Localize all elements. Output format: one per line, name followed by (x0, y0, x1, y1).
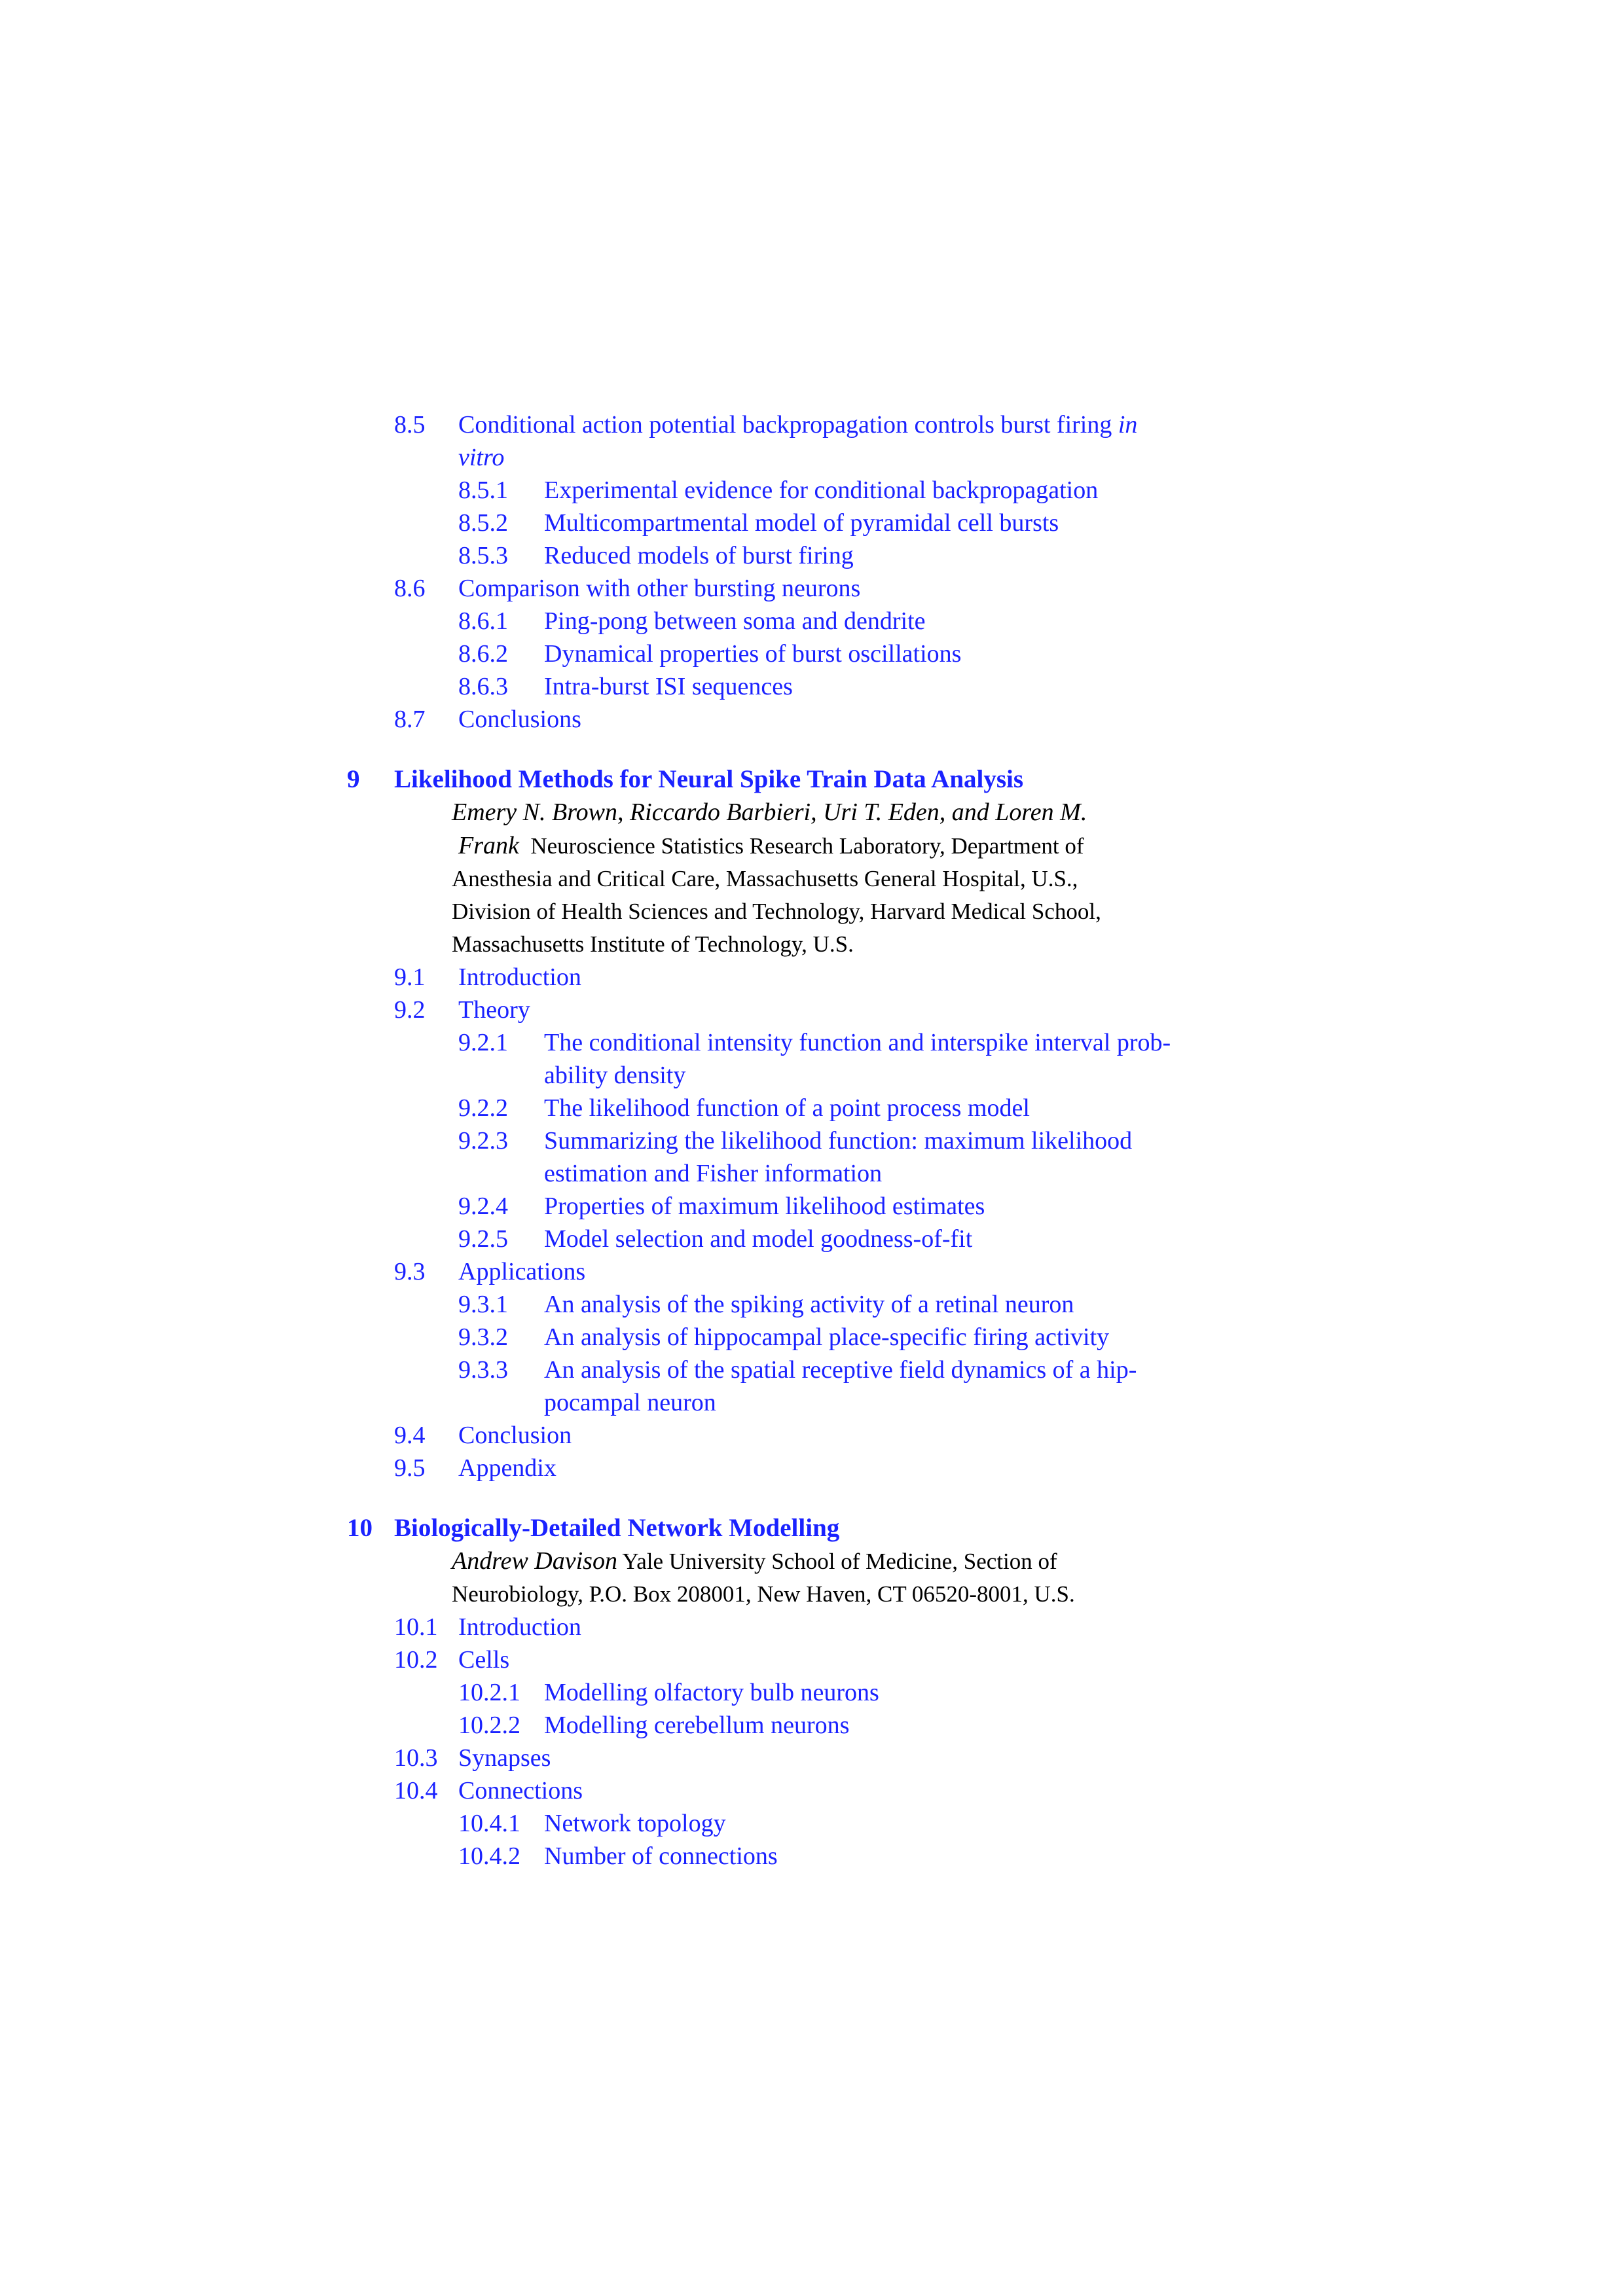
toc-title: Summarizing the likelihood function: maximum likelihood (544, 1127, 1133, 1155)
toc-title: An analysis of the spatial receptive field dynamics of a hip- (544, 1356, 1137, 1384)
chapter-number: 10 (347, 1514, 373, 1542)
toc-title: Network topology (544, 1810, 726, 1837)
toc-title: Synapses (458, 1744, 551, 1772)
toc-entry-8-6-1[interactable] (347, 605, 1231, 637)
toc-entry-10-1[interactable] (347, 1611, 1231, 1643)
toc-title: Applications (458, 1258, 586, 1285)
toc-number: 9.3.3 (458, 1356, 508, 1384)
toc-title: Conditional action potential backpropagation controls burst firing in (458, 411, 1138, 439)
toc-title: Dynamical properties of burst oscillations (544, 640, 962, 668)
author-affiliation: Andrew Davison Yale University School of Medicine, Section of (452, 1547, 1057, 1575)
toc-entry-9-3-3[interactable] (347, 1354, 1231, 1419)
toc-entry-9-2-2[interactable] (347, 1092, 1231, 1124)
toc-entry-9-2-1[interactable] (347, 1026, 1231, 1092)
toc-number: 9.2.1 (458, 1029, 508, 1056)
toc-number: 8.6.1 (458, 607, 508, 635)
toc-number: 9.2 (394, 996, 426, 1024)
toc-title: Modelling olfactory bulb neurons (544, 1679, 879, 1706)
toc-number: 8.6.2 (458, 640, 508, 668)
toc-entry-10-4-2[interactable] (347, 1840, 1231, 1873)
table-of-contents (347, 408, 1231, 1873)
author-affiliation-line: Division of Health Sciences and Technology, Harvard Medical School, (452, 899, 1101, 924)
chapter-number: 9 (347, 765, 360, 793)
toc-number: 9.4 (394, 1422, 426, 1449)
toc-title: Introduction (458, 963, 581, 991)
toc-number: 10.1 (394, 1613, 438, 1641)
toc-title: Model selection and model goodness-of-fit (544, 1225, 973, 1253)
toc-number: 10.2.1 (458, 1679, 520, 1706)
toc-title: Appendix (458, 1454, 556, 1482)
toc-number: 10.4 (394, 1777, 438, 1804)
toc-number: 10.2.2 (458, 1712, 520, 1739)
toc-entry-8-5-2[interactable] (347, 507, 1231, 539)
toc-chapter-10[interactable] (347, 1512, 1231, 1545)
toc-title-continued: pocampal neuron (544, 1389, 716, 1416)
toc-number: 9.3.2 (458, 1323, 508, 1351)
author-affiliation-line: Neurobiology, P.O. Box 208001, New Haven, CT 06520-8001, U.S. (452, 1581, 1075, 1607)
toc-number: 9.1 (394, 963, 426, 991)
toc-number: 10.4.1 (458, 1810, 520, 1837)
toc-title: Conclusions (458, 706, 581, 733)
toc-title: The conditional intensity function and interspike interval prob- (544, 1029, 1171, 1056)
toc-entry-10-2[interactable] (347, 1643, 1231, 1676)
toc-entry-9-5[interactable] (347, 1452, 1231, 1484)
toc-title: Cells (458, 1646, 510, 1674)
toc-title: Multicompartmental model of pyramidal cell bursts (544, 509, 1059, 537)
toc-title: Comparison with other bursting neurons (458, 575, 861, 602)
toc-entry-8-6[interactable] (347, 572, 1231, 605)
toc-entry-8-5[interactable] (347, 408, 1231, 474)
toc-number: 8.6.3 (458, 673, 508, 700)
toc-number: 9.2.5 (458, 1225, 508, 1253)
toc-number: 8.6 (394, 575, 426, 602)
toc-title: Intra-burst ISI sequences (544, 673, 793, 700)
toc-entry-10-2-2[interactable] (347, 1709, 1231, 1742)
toc-number: 9.3 (394, 1258, 426, 1285)
toc-number: 8.5.3 (458, 542, 508, 569)
toc-title-continued: ability density (544, 1062, 686, 1089)
toc-title: An analysis of the spiking activity of a retinal neuron (544, 1291, 1074, 1318)
chapter-title: Biologically-Detailed Network Modelling (394, 1514, 840, 1542)
author-affiliation-line: Anesthesia and Critical Care, Massachusetts General Hospital, U.S., (452, 866, 1078, 891)
toc-entry-9-2-3[interactable] (347, 1124, 1231, 1190)
author-names: Emery N. Brown, Riccardo Barbieri, Uri T. Eden, and Loren M. (452, 798, 1087, 826)
toc-entry-9-2[interactable] (347, 994, 1231, 1026)
toc-entry-9-2-5[interactable] (347, 1223, 1231, 1255)
chapter-title: Likelihood Methods for Neural Spike Train Data Analysis (394, 765, 1024, 793)
toc-title: Introduction (458, 1613, 581, 1641)
toc-number: 9.2.2 (458, 1094, 508, 1122)
toc-entry-10-4[interactable] (347, 1774, 1231, 1807)
toc-entry-10-4-1[interactable] (347, 1807, 1231, 1840)
toc-number: 10.4.2 (458, 1842, 520, 1870)
author-affiliation: Frank Neuroscience Statistics Research Laboratory, Department of (458, 832, 1084, 859)
author-affiliation-line: Massachusetts Institute of Technology, U.S. (452, 931, 854, 957)
toc-title: Experimental evidence for conditional backpropagation (544, 476, 1099, 504)
toc-title: Connections (458, 1777, 583, 1804)
toc-entry-9-1[interactable] (347, 961, 1231, 994)
toc-entry-8-5-1[interactable] (347, 474, 1231, 507)
toc-number: 8.5.2 (458, 509, 508, 537)
toc-title: The likelihood function of a point process model (544, 1094, 1030, 1122)
toc-title: Theory (458, 996, 530, 1024)
toc-title: Properties of maximum likelihood estimates (544, 1193, 985, 1220)
toc-title: An analysis of hippocampal place-specific firing activity (544, 1323, 1110, 1351)
toc-entry-9-4[interactable] (347, 1419, 1231, 1452)
toc-number: 9.2.4 (458, 1193, 508, 1220)
chapter-9-authors (452, 796, 1231, 961)
toc-entry-8-6-2[interactable] (347, 637, 1231, 670)
toc-number: 8.5.1 (458, 476, 508, 504)
toc-number: 9.2.3 (458, 1127, 508, 1155)
toc-entry-8-6-3[interactable] (347, 670, 1231, 703)
toc-entry-9-2-4[interactable] (347, 1190, 1231, 1223)
toc-chapter-9[interactable] (347, 763, 1231, 796)
toc-number: 8.7 (394, 706, 426, 733)
toc-number: 9.3.1 (458, 1291, 508, 1318)
toc-entry-9-3-2[interactable] (347, 1321, 1231, 1354)
toc-entry-8-7[interactable] (347, 703, 1231, 736)
toc-entry-9-3-1[interactable] (347, 1288, 1231, 1321)
toc-entry-10-3[interactable] (347, 1742, 1231, 1774)
toc-entry-10-2-1[interactable] (347, 1676, 1231, 1709)
toc-number: 10.2 (394, 1646, 438, 1674)
toc-number: 10.3 (394, 1744, 438, 1772)
chapter-10-authors (452, 1545, 1231, 1611)
toc-title-continued: vitro (458, 444, 505, 471)
toc-number: 9.5 (394, 1454, 426, 1482)
toc-title-continued: estimation and Fisher information (544, 1160, 883, 1187)
toc-title: Reduced models of burst firing (544, 542, 854, 569)
toc-entry-9-3[interactable] (347, 1255, 1231, 1288)
toc-title: Number of connections (544, 1842, 778, 1870)
toc-number: 8.5 (394, 411, 426, 439)
toc-entry-8-5-3[interactable] (347, 539, 1231, 572)
toc-title: Modelling cerebellum neurons (544, 1712, 850, 1739)
toc-title: Ping-pong between soma and dendrite (544, 607, 926, 635)
toc-title: Conclusion (458, 1422, 572, 1449)
